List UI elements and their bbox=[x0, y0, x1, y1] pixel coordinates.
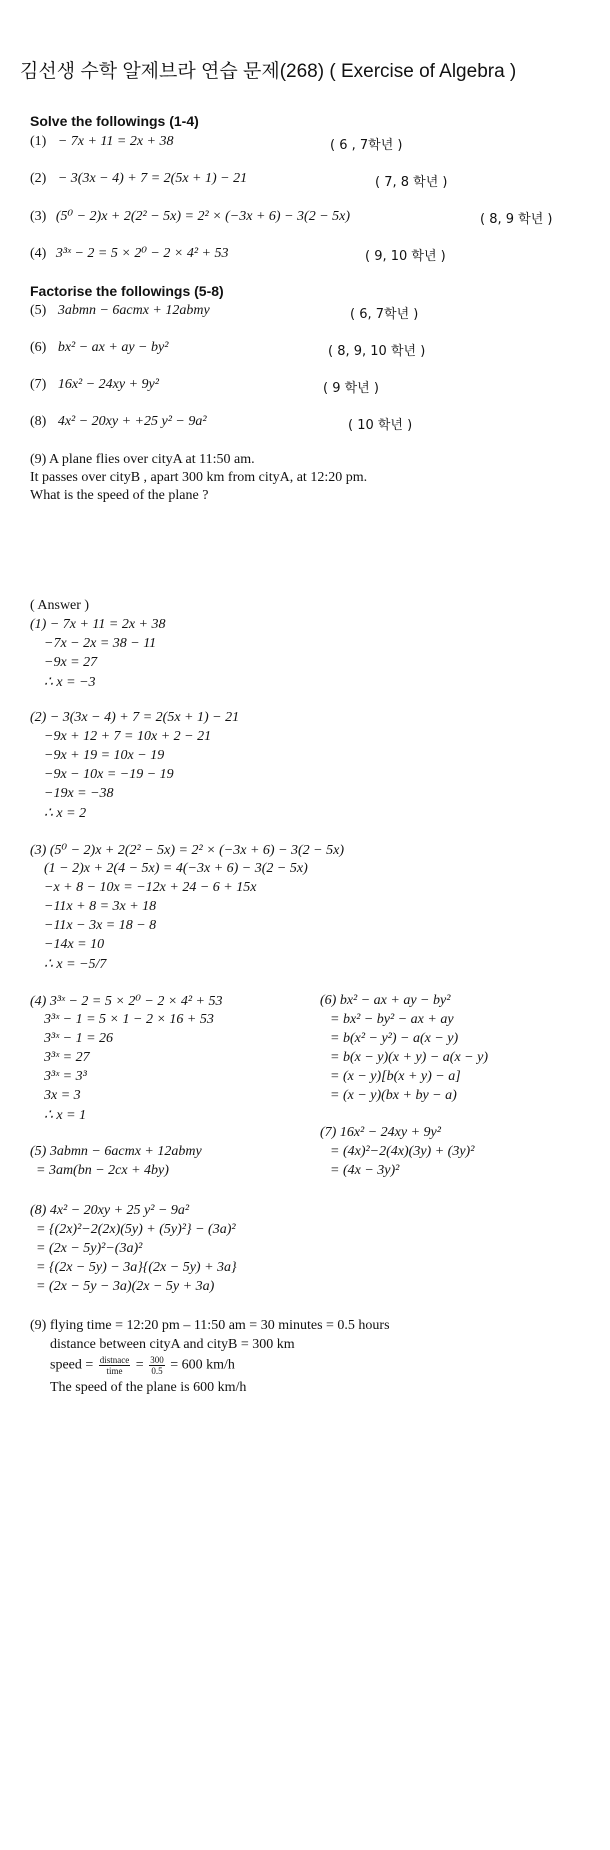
fraction-numerator: distnace bbox=[99, 1355, 130, 1365]
problem-7 bbox=[30, 377, 379, 396]
problem-expression: 3³ˣ − 2 = 5 × 2⁰ − 2 × 4² + 53 bbox=[55, 246, 229, 261]
answer-4-line: 3³ˣ = 3³ bbox=[44, 1069, 87, 1084]
problem-expression: − 7x + 11 = 2x + 38 bbox=[57, 134, 174, 149]
problem-number: (6) bbox=[30, 340, 47, 355]
answer-2-line: −9x + 19 = 10x − 19 bbox=[44, 748, 165, 763]
problem-expression: (5⁰ − 2)x + 2(2² − 5x) = 2² × (−3x + 6) − 3(2 − 5x) bbox=[55, 209, 351, 224]
answer-9-line: (9) flying time = 12:20 pm – 11:50 am = 30 minutes = 0.5 hours bbox=[30, 1318, 390, 1333]
problem-expression: 3abmn − 6acmx + 12abmy bbox=[57, 303, 210, 318]
problem-3 bbox=[30, 208, 553, 227]
answer-3-line: −14x = 10 bbox=[44, 937, 105, 952]
answer-1-line: −9x = 27 bbox=[44, 655, 98, 670]
answer-7-line: (7) 16x² − 24xy + 9y² bbox=[320, 1125, 441, 1140]
grade-label: ( 8, 9, 10 학년 ) bbox=[328, 344, 426, 359]
answer-6-line: = (x − y)(bx + by − a) bbox=[330, 1088, 457, 1103]
grade-label: ( 9 학년 ) bbox=[323, 381, 379, 396]
answer-6-line: = bx² − by² − ax + ay bbox=[330, 1012, 454, 1027]
problem-number: (7) bbox=[30, 377, 47, 392]
answer-2-line: −19x = −38 bbox=[44, 786, 114, 801]
section-heading-solve: Solve the followings (1-4) bbox=[30, 113, 199, 129]
answer-8-line: = {(2x − 5y) − 3a}{(2x − 5y) + 3a} bbox=[36, 1260, 237, 1275]
grade-label: ( 8, 9 학년 ) bbox=[480, 212, 553, 227]
answer-1-line: −7x − 2x = 38 − 11 bbox=[44, 636, 157, 651]
answer-8-line: = (2x − 5y)²−(3a)² bbox=[36, 1241, 143, 1256]
answer-4-line: 3³ˣ − 1 = 26 bbox=[44, 1031, 114, 1046]
problem-number: (3) bbox=[30, 209, 47, 224]
problem-2 bbox=[30, 171, 448, 190]
answer-8-line: = {(2x)²−2(2x)(5y) + (5y)²} − (3a)² bbox=[36, 1222, 236, 1237]
problem-expression: 4x² − 20xy + +25 y² − 9a² bbox=[57, 414, 207, 429]
answer-2-line: −9x − 10x = −19 − 19 bbox=[44, 767, 174, 782]
problem-6 bbox=[30, 340, 426, 359]
section-heading-factorise: Factorise the followings (5-8) bbox=[30, 283, 224, 299]
grade-label: ( 10 학년 ) bbox=[348, 418, 413, 433]
page-title: 김선생 수학 알제브라 연습 문제(268) ( Exercise of Algebra ) bbox=[20, 61, 517, 82]
answer-6-line: = b(x² − y²) − a(x − y) bbox=[330, 1031, 459, 1046]
fraction-300-over-0.5 bbox=[149, 1355, 165, 1376]
speed-label: speed = bbox=[50, 1357, 94, 1373]
answer-7-line: = (4x − 3y)² bbox=[330, 1163, 400, 1178]
problem-expression: − 3(3x − 4) + 7 = 2(5x + 1) − 21 bbox=[57, 171, 248, 186]
answer-5-line: (5) 3abmn − 6acmx + 12abmy bbox=[30, 1144, 202, 1159]
answer-1-line: (1) − 7x + 11 = 2x + 38 bbox=[30, 617, 166, 632]
answer-8-line: = (2x − 5y − 3a)(2x − 5y + 3a) bbox=[36, 1279, 215, 1294]
answer-3-line: −x + 8 − 10x = −12x + 24 − 6 + 15x bbox=[44, 880, 257, 895]
problem-number: (5) bbox=[30, 303, 47, 318]
problem-8 bbox=[30, 414, 413, 433]
answer-5-line: = 3am(bn − 2cx + 4by) bbox=[36, 1163, 169, 1178]
fraction-denominator: 0.5 bbox=[151, 1366, 163, 1376]
answer-4-line: 3³ˣ − 1 = 5 × 1 − 2 × 16 + 53 bbox=[44, 1012, 214, 1027]
answer-9-line: distance between cityA and cityB = 300 km bbox=[50, 1337, 295, 1352]
fraction-denominator: time bbox=[106, 1366, 123, 1376]
fraction-distance-over-time bbox=[99, 1355, 131, 1376]
grade-label: ( 6 , 7학년 ) bbox=[330, 138, 403, 153]
answer-2-line: −9x + 12 + 7 = 10x + 2 − 21 bbox=[44, 729, 212, 744]
equals-sign: = bbox=[135, 1357, 144, 1373]
answer-4-line: 3x = 3 bbox=[44, 1088, 81, 1103]
answer-2-line: ∴ x = 2 bbox=[44, 806, 87, 821]
problem-9-line: It passes over cityB , apart 300 km from cityA, at 12:20 pm. bbox=[30, 470, 368, 485]
speed-result: = 600 km/h bbox=[170, 1357, 235, 1373]
problem-9-line: (9) A plane flies over cityA at 11:50 am. bbox=[30, 452, 255, 467]
answer-heading: ( Answer ) bbox=[30, 598, 90, 613]
problem-9-line: What is the speed of the plane ? bbox=[30, 488, 209, 503]
problem-5 bbox=[30, 303, 419, 322]
problem-4 bbox=[30, 245, 446, 264]
fraction-numerator: 300 bbox=[150, 1355, 164, 1365]
grade-label: ( 9, 10 학년 ) bbox=[365, 249, 446, 264]
problem-number: (2) bbox=[30, 171, 47, 186]
problem-number: (1) bbox=[30, 134, 47, 149]
grade-label: ( 6, 7학년 ) bbox=[350, 307, 419, 322]
answer-7-line: = (4x)²−2(4x)(3y) + (3y)² bbox=[330, 1144, 475, 1159]
answer-4-line: 3³ˣ = 27 bbox=[44, 1050, 90, 1065]
answer-3-line: ∴ x = −5/7 bbox=[44, 957, 107, 972]
answer-6-line: (6) bx² − ax + ay − by² bbox=[320, 993, 451, 1008]
problem-number: (4) bbox=[30, 246, 47, 261]
answer-3-line: (3) (5⁰ − 2)x + 2(2² − 5x) = 2² × (−3x + 6) − 3(2 − 5x) bbox=[30, 843, 345, 858]
answer-3-line: (1 − 2)x + 2(4 − 5x) = 4(−3x + 6) − 3(2 − 5x) bbox=[44, 861, 308, 876]
answer-8-line: (8) 4x² − 20xy + 25 y² − 9a² bbox=[30, 1203, 190, 1218]
answer-1-line: ∴ x = −3 bbox=[44, 675, 96, 690]
answer-3-line: −11x − 3x = 18 − 8 bbox=[44, 918, 157, 933]
answer-2-line: (2) − 3(3x − 4) + 7 = 2(5x + 1) − 21 bbox=[30, 710, 240, 725]
answer-4-line: (4) 3³ˣ − 2 = 5 × 2⁰ − 2 × 4² + 53 bbox=[30, 994, 223, 1009]
answer-4-line: ∴ x = 1 bbox=[44, 1108, 87, 1123]
problem-expression: 16x² − 24xy + 9y² bbox=[57, 377, 159, 392]
problem-number: (8) bbox=[30, 414, 47, 429]
answer-6-line: = b(x − y)(x + y) − a(x − y) bbox=[330, 1050, 488, 1065]
answer-3-line: −11x + 8 = 3x + 18 bbox=[44, 899, 157, 914]
problem-1 bbox=[30, 134, 403, 153]
answer-9-line: The speed of the plane is 600 km/h bbox=[50, 1380, 247, 1395]
grade-label: ( 7, 8 학년 ) bbox=[375, 175, 448, 190]
answer-6-line: = (x − y)[b(x + y) − a] bbox=[330, 1069, 461, 1084]
answer-9-speed-line bbox=[50, 1355, 235, 1376]
problem-expression: bx² − ax + ay − by² bbox=[57, 340, 169, 355]
